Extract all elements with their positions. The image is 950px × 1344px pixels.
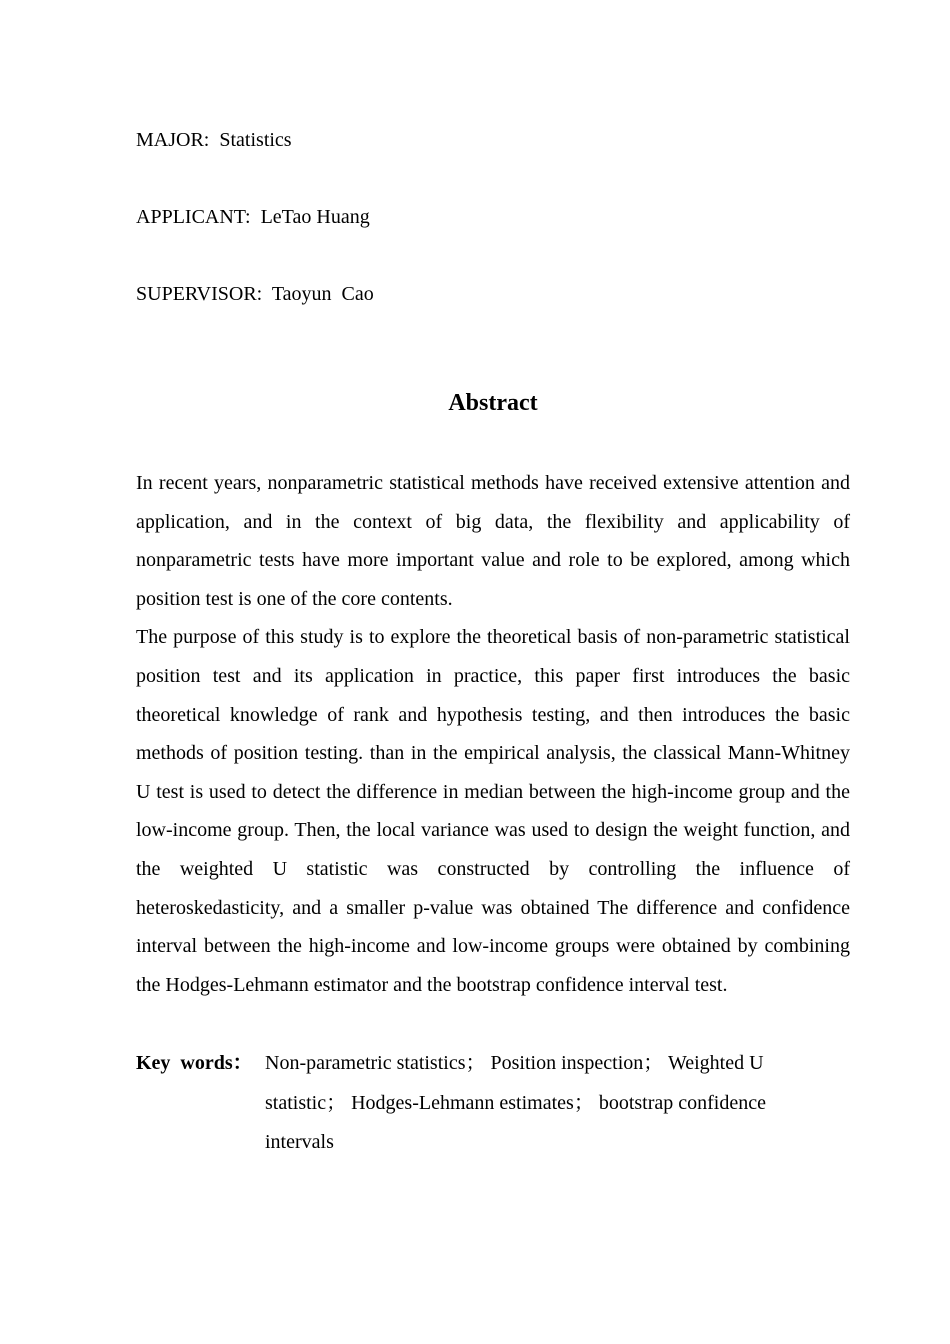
abstract-body [136, 464, 850, 1004]
keyword-item: Hodges-Lehmann estimates； [351, 1091, 594, 1114]
major-label: MAJOR: [136, 129, 210, 151]
keywords-label: Key words： [136, 1052, 253, 1074]
keyword-item: Position inspection； [490, 1052, 664, 1074]
supervisor-line [136, 282, 374, 306]
major-value: Statistics [219, 129, 292, 151]
abstract-title: Abstract [448, 390, 538, 416]
applicant-line [136, 205, 370, 229]
abstract-paragraph-1: In recent years, nonparametric statistical methods have received extensive attention and application, and in the context of big data, the flexibility and applicability of nonparametric tests have more important value and role to be explored, among which position test is one of the core contents. [136, 472, 850, 610]
abstract-paragraph-2: The purpose of this study is to explore the theoretical basis of non-parametric statistical position test and its application in practice, this paper first introduces the basic theoretical knowledge of rank and hypothesis testing, and then introduces the basic methods of position testing. than in the empirical analysis, the classical Mann-Whitney U test is used to detect the difference in median between the high-income group and the low-income group. Then, the local variance was used to design the weight function, and the weighted U statistic was constructed by controlling the influence of heteroskedasticity, and a smaller p-value was obtained The difference and confidence interval between the high-income and low-income groups were obtained by combining the Hodges-Lehmann estimator and the bootstrap confidence interval test. [136, 626, 850, 996]
keyword-item: bootstrap confidence intervals [265, 1091, 766, 1153]
supervisor-value: Taoyun Cao [271, 283, 374, 305]
keyword-item: Non-parametric statistics； [265, 1052, 486, 1074]
major-line [136, 128, 292, 152]
keywords-list [265, 1044, 825, 1163]
supervisor-label: SUPERVISOR: [136, 283, 263, 305]
applicant-value: LeTao Huang [260, 206, 370, 228]
keyword-item: Weighted U statistic； [265, 1052, 764, 1114]
applicant-label: APPLICANT: [136, 206, 251, 228]
